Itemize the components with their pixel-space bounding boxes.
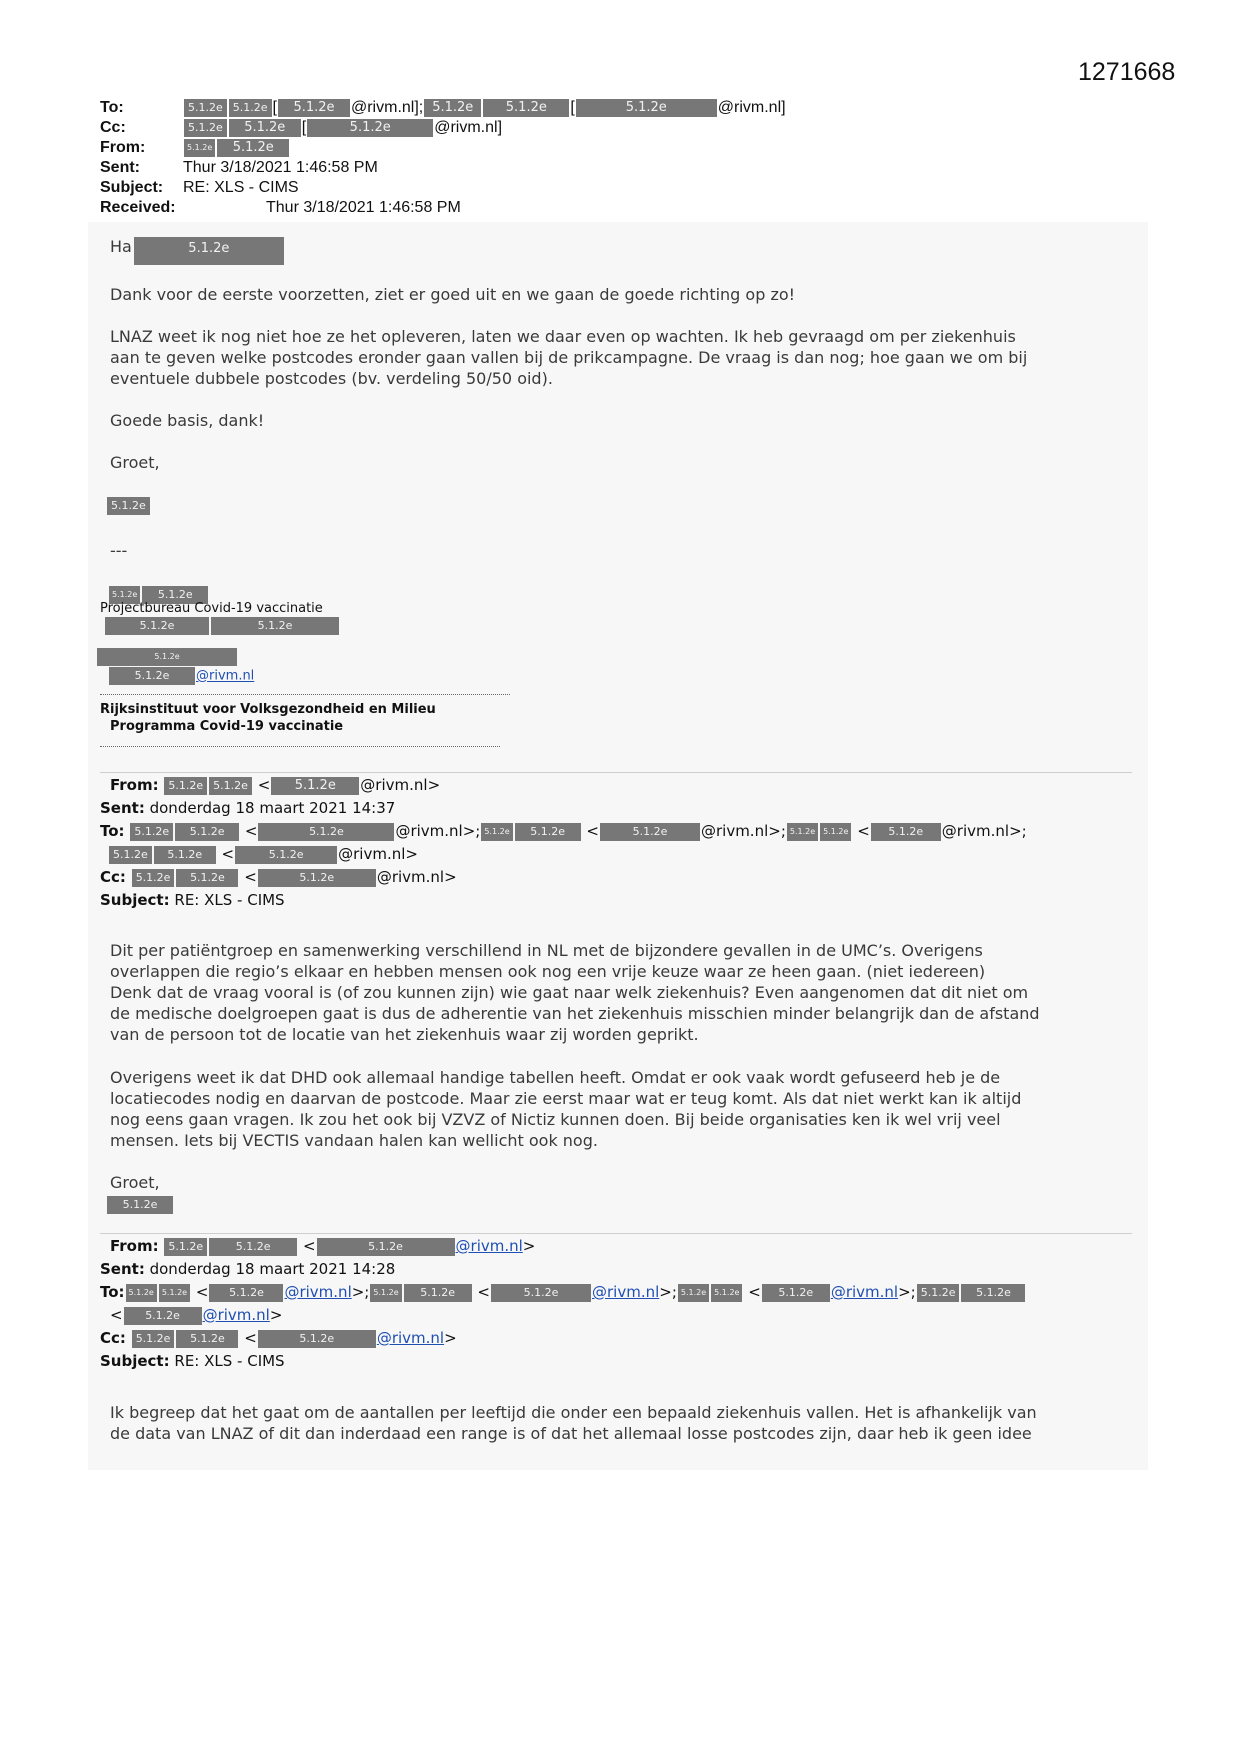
redaction: 5.1.2e [370,1284,401,1302]
text-line: Denk dat de vraag vooral is (of zou kunnen zijn) wie gaat naar welk ziekenhuis? Even aangenomen dat dit niet om [110,983,1029,1002]
angle: > [522,1237,536,1255]
email-link[interactable]: @rivm.nl [202,1306,270,1324]
redaction: 5.1.2e [235,846,337,864]
bracket: [ [272,99,277,116]
redaction: 5.1.2e [107,1196,173,1214]
redaction: 5.1.2e [917,1284,960,1302]
subject-value: RE: XLS - CIMS [174,891,285,909]
received-value: Thur 3/18/2021 1:46:58 PM [266,199,461,216]
redaction: 5.1.2e [787,823,818,841]
subject-label: Subject: [100,179,164,196]
redaction: 5.1.2e [317,1238,455,1256]
quoted1-closing: Groet, [110,1173,160,1192]
to-label: To: [100,99,124,116]
from-label: From: [100,139,146,156]
subject-value: RE: XLS - CIMS [183,179,299,196]
address-suffix: @rivm.nl] [434,119,503,136]
from-label: From: [110,1237,159,1255]
redaction: 5.1.2e [109,667,195,685]
redaction: 5.1.2e [491,1284,591,1302]
quote-divider [100,1233,1132,1234]
address-suffix: @rivm.nl] [717,99,786,116]
subject-label: Subject: [100,891,170,909]
angle: < [244,868,257,886]
signature-line [96,648,238,666]
redaction: 5.1.2e [678,1284,709,1302]
text-line: de data van LNAZ of dit dan inderdaad een range is of dat het allemaal losse postcodes zijn, daar heb ik geen idee [110,1424,1032,1443]
dotted-divider [100,694,510,695]
signature-dept: Projectbureau Covid-19 vaccinatie [100,601,323,616]
angle: < [110,1306,123,1324]
redaction: 5.1.2e [175,823,239,841]
redaction: 5.1.2e [217,139,289,157]
redaction: 5.1.2e [209,1284,283,1302]
redaction: 5.1.2e [576,99,717,117]
email-link[interactable]: @rivm.nl [284,1283,352,1301]
message1-closing: Groet, [110,453,160,472]
greeting-line [110,236,1130,265]
quoted2-from [110,1237,535,1256]
redaction: 5.1.2e [107,497,150,515]
angle: >; [659,1283,677,1301]
redaction: 5.1.2e [124,1307,202,1325]
redaction: 5.1.2e [424,99,481,117]
redaction: 5.1.2e [515,823,581,841]
quoted2-to-cont [110,1306,282,1325]
redaction: 5.1.2e [130,823,173,841]
address-suffix: @rivm.nl> [360,776,441,794]
signer-redaction [106,494,1126,515]
redaction: 5.1.2e [271,777,359,795]
quoted1-body [110,940,1130,1045]
redaction: 5.1.2e [105,617,209,635]
redaction: 5.1.2e [184,119,227,137]
cc-label: Cc: [100,868,126,886]
redaction: 5.1.2e [711,1284,742,1302]
quote-divider [100,772,1132,773]
quoted2-to [100,1283,1026,1302]
quoted1-subject [100,891,285,909]
text-line: eventuele dubbele postcodes (bv. verdeling 50/50 oid). [110,369,553,388]
to-label: To: [100,822,125,840]
signature-program: Programma Covid-19 vaccinatie [110,719,344,734]
address-suffix: @rivm.nl> [338,845,418,863]
text-line: LNAZ weet ik nog niet hoe ze het opleveren, laten we daar even op wachten. Ik heb gevraagd om per ziekenhuis [110,327,1016,346]
greeting: Ha [110,237,132,256]
redaction: 5.1.2e [132,869,175,887]
angle: > [269,1306,283,1324]
redaction: 5.1.2e [209,777,252,795]
redaction: 5.1.2e [258,869,376,887]
email-link[interactable]: @rivm.nl [592,1283,660,1301]
text-line: mensen. Iets bij VECTIS vandaan halen kan wellicht ook nog. [110,1131,598,1150]
text-line: de medische doelgroepen gaat is dus de adherentie van het ziekenhuis misschien minder belangrijk dan de afstand [110,1004,1040,1023]
angle: < [221,845,235,863]
text-line: van de persoon tot de locatie van het ziekenhuis waar zij worden geprikt. [110,1025,699,1044]
redaction: 5.1.2e [159,1284,190,1302]
cc-label: Cc: [100,1329,126,1347]
redaction: 5.1.2e [229,119,301,137]
angle: > [444,1329,457,1347]
quoted2-cc [100,1329,457,1348]
email-link[interactable]: @rivm.nl [455,1237,523,1255]
quoted1-to [100,822,1027,841]
received-label: Received: [100,199,176,216]
quoted1-to-cont [108,845,418,864]
redaction: 5.1.2e [229,99,272,117]
redaction: 5.1.2e [176,1330,238,1348]
redaction: 5.1.2e [184,99,227,117]
bracket: [ [301,119,307,136]
text-line: Ik begreep dat het gaat om de aantallen per leeftijd die onder een bepaald ziekenhuis vallen. Het is afhankelijk van [110,1403,1037,1422]
quoted1-cc [100,868,457,887]
angle: < [857,822,870,840]
angle: < [586,822,599,840]
quoted2-body [110,1402,1130,1444]
document-id: 1271668 [1078,58,1176,86]
quoted2-subject [100,1352,285,1370]
quoted1-from [110,776,440,795]
redaction: 5.1.2e [109,586,140,604]
to-label: To: [100,1283,125,1301]
bracket: [ [570,99,575,116]
text-line: aan te geven welke postcodes eronder gaan vallen bij de prikcampagne. De vraag is dan nog; hoe gaan we om bij [110,348,1028,367]
subject-label: Subject: [100,1352,170,1370]
address-suffix: @rivm.nl>; [941,822,1027,840]
address-suffix: @rivm.nl>; [395,822,481,840]
text-line: locatiecodes nodig en daarvan de postcode. Maar zie eerst maar wat er teug komt. Als dat niet werkt kan ik altijd [110,1089,1022,1108]
address-suffix: @rivm.nl]; [350,99,424,116]
redaction: 5.1.2e [134,237,284,265]
redaction: 5.1.2e [109,846,152,864]
sent-value: Thur 3/18/2021 1:46:58 PM [183,159,378,176]
redaction: 5.1.2e [164,1238,207,1256]
address-suffix: @rivm.nl> [376,868,457,886]
sent-value: donderdag 18 maart 2021 14:28 [149,1260,396,1278]
redaction: 5.1.2e [132,1330,175,1348]
redaction: 5.1.2e [600,823,700,841]
redaction: 5.1.2e [762,1284,830,1302]
message1-p1: Dank voor de eerste voorzetten, ziet er goed uit en we gaan de goede richting op zo! [110,285,796,304]
redaction: 5.1.2e [142,586,208,604]
redaction: 5.1.2e [97,648,237,666]
text-line: Overigens weet ik dat DHD ook allemaal handige tabellen heeft. Omdat er ook vaak wordt gefuseerd heb je de [110,1068,1001,1087]
redaction: 5.1.2e [871,823,941,841]
to-value [183,98,786,118]
redaction: 5.1.2e [258,1330,376,1348]
sent-label: Sent: [100,159,140,176]
angle: < [257,776,271,794]
angle: < [244,822,258,840]
redaction: 5.1.2e [154,846,216,864]
angle: < [302,1237,316,1255]
cc-label: Cc: [100,119,126,136]
address-suffix: @rivm.nl>; [700,822,786,840]
signature-email [108,667,254,685]
sent-value: donderdag 18 maart 2021 14:37 [149,799,396,817]
email-link[interactable]: @rivm.nl [196,668,255,684]
redaction: 5.1.2e [483,99,569,117]
redaction: 5.1.2e [209,1238,297,1256]
email-link[interactable]: @rivm.nl [830,1283,899,1301]
signature-line [104,617,340,635]
quoted1-signer [106,1193,1126,1214]
redaction: 5.1.2e [278,99,350,117]
sent-label: Sent: [100,1260,145,1278]
redaction: 5.1.2e [820,823,851,841]
angle: < [195,1283,209,1301]
separator: --- [110,541,128,560]
angle: < [244,1329,257,1347]
redaction: 5.1.2e [481,823,512,841]
redaction: 5.1.2e [961,1284,1025,1302]
redaction: 5.1.2e [307,119,433,137]
redaction: 5.1.2e [404,1284,472,1302]
message1-p2 [110,326,1130,389]
text-line: Dit per patiëntgroep en samenwerking verschillend in NL met de bijzondere gevallen in de UMC’s. Overigens [110,941,983,960]
angle: >; [898,1283,916,1301]
dotted-divider [100,746,500,747]
redaction: 5.1.2e [211,617,339,635]
sent-label: Sent: [100,799,145,817]
text-line: nog eens gaan vragen. Ik zou het ook bij VZVZ of Nictiz kunnen doen. Bij beide organisaties ken ik wel vrij veel [110,1110,1001,1129]
quoted1-sent [100,799,395,817]
cc-value [183,118,502,138]
subject-value: RE: XLS - CIMS [174,1352,285,1370]
quoted1-body2 [110,1067,1130,1151]
angle: < [748,1283,761,1301]
redaction: 5.1.2e [164,777,207,795]
email-link[interactable]: @rivm.nl [376,1329,445,1347]
redaction: 5.1.2e [126,1284,157,1302]
angle: >; [351,1283,370,1301]
quoted2-sent [100,1260,395,1278]
redaction: 5.1.2e [258,823,394,841]
signature-org: Rijksinstituut voor Volksgezondheid en Milieu [100,702,436,717]
redaction: 5.1.2e [184,139,215,157]
from-value [183,138,290,158]
from-label: From: [110,776,159,794]
redaction: 5.1.2e [176,869,238,887]
message1-p3: Goede basis, dank! [110,411,265,430]
angle: < [477,1283,490,1301]
text-line: overlappen die regio’s elkaar en hebben mensen ook nog een vrije keuze waar ze heen gaan. (niet iedereen) [110,962,986,981]
